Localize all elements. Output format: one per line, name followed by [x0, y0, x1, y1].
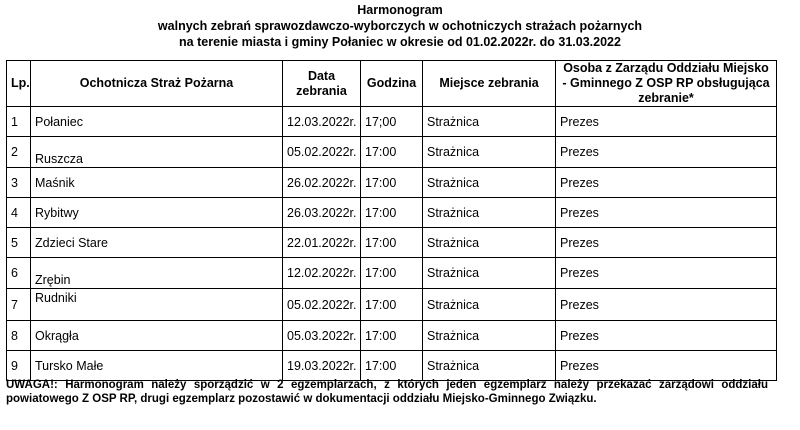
row-place: Strażnica [423, 258, 556, 289]
schedule-table [6, 60, 777, 381]
header-person: Osoba z Zarządu Oddziału Miejsko - Gminnego Z OSP RP obsługująca zebranie* [556, 61, 777, 107]
row-date: 12.02.2022r. [283, 258, 361, 289]
row-time: 17:00 [361, 198, 423, 228]
header-subtitle: walnych zebrań sprawozdawczo-wyborczych w ochotniczych strażach pożarnych [157, 19, 643, 33]
row-place: Strażnica [423, 107, 556, 137]
table-row [7, 137, 777, 168]
row-date: 05.02.2022r. [283, 289, 361, 321]
table-row [7, 198, 777, 228]
header-time: Godzina [361, 61, 423, 107]
row-date: 05.03.2022r. [283, 321, 361, 351]
row-station: Ruszcza [31, 137, 283, 168]
row-station: Rybitwy [31, 198, 283, 228]
table-row [7, 228, 777, 258]
row-place: Strażnica [423, 351, 556, 381]
header-title: Harmonogram [357, 3, 443, 17]
row-time: 17:00 [361, 321, 423, 351]
table-row [7, 258, 777, 289]
row-lp: 8 [7, 321, 31, 351]
header-period: na terenie miasta i gminy Połaniec w okresie od 01.02.2022r. do 31.03.2022 [179, 35, 621, 49]
row-time: 17:00 [361, 289, 423, 321]
row-place: Strażnica [423, 228, 556, 258]
row-date: 26.02.2022r. [283, 168, 361, 198]
table-row [7, 289, 777, 321]
row-date: 19.03.2022r. [283, 351, 361, 381]
row-station: Rudniki [31, 289, 283, 321]
row-person: Prezes [556, 289, 777, 321]
row-place: Strażnica [423, 168, 556, 198]
row-time: 17:00 [361, 228, 423, 258]
row-station: Tursko Małe [31, 351, 283, 381]
row-lp: 4 [7, 198, 31, 228]
row-person: Prezes [556, 321, 777, 351]
row-time: 17:00 [361, 351, 423, 381]
row-person: Prezes [556, 258, 777, 289]
row-lp: 9 [7, 351, 31, 381]
row-station: Maśnik [31, 168, 283, 198]
table-header-row [7, 61, 777, 107]
row-station: Zrębin [31, 258, 283, 289]
warning-note: UWAGA!: Harmonogram należy sporządzić w 2 egzemplarzach, z których jeden egzemplarz należy przekazać zarządowi oddziału powiatowego Z OSP RP, drugi egzemplarz pozostawić w dokumentacji oddziału Miejsko-Gminnego Związku. [6, 379, 768, 405]
row-station: Połaniec [31, 107, 283, 137]
row-place: Strażnica [423, 137, 556, 168]
header-lp: Lp. [7, 61, 31, 107]
row-date: 12.03.2022r. [283, 107, 361, 137]
row-date: 22.01.2022r. [283, 228, 361, 258]
row-lp: 1 [7, 107, 31, 137]
row-person: Prezes [556, 351, 777, 381]
row-person: Prezes [556, 137, 777, 168]
header-date: Data zebrania [283, 61, 361, 107]
header-place: Miejsce zebrania [423, 61, 556, 107]
document-header [0, 2, 800, 50]
table-row [7, 321, 777, 351]
row-person: Prezes [556, 228, 777, 258]
table-row [7, 351, 777, 381]
row-place: Strażnica [423, 198, 556, 228]
row-station: Okrągła [31, 321, 283, 351]
row-time: 17:00 [361, 137, 423, 168]
row-place: Strażnica [423, 321, 556, 351]
row-time: 17;00 [361, 107, 423, 137]
row-place: Strażnica [423, 289, 556, 321]
row-person: Prezes [556, 107, 777, 137]
row-lp: 2 [7, 137, 31, 168]
table-row [7, 107, 777, 137]
row-lp: 5 [7, 228, 31, 258]
table-row [7, 168, 777, 198]
row-person: Prezes [556, 168, 777, 198]
row-person: Prezes [556, 198, 777, 228]
row-station: Zdzieci Stare [31, 228, 283, 258]
row-lp: 3 [7, 168, 31, 198]
row-lp: 7 [7, 289, 31, 321]
row-date: 05.02.2022r. [283, 137, 361, 168]
row-time: 17:00 [361, 258, 423, 289]
row-date: 26.03.2022r. [283, 198, 361, 228]
row-lp: 6 [7, 258, 31, 289]
header-station: Ochotnicza Straż Pożarna [31, 61, 283, 107]
row-time: 17:00 [361, 168, 423, 198]
